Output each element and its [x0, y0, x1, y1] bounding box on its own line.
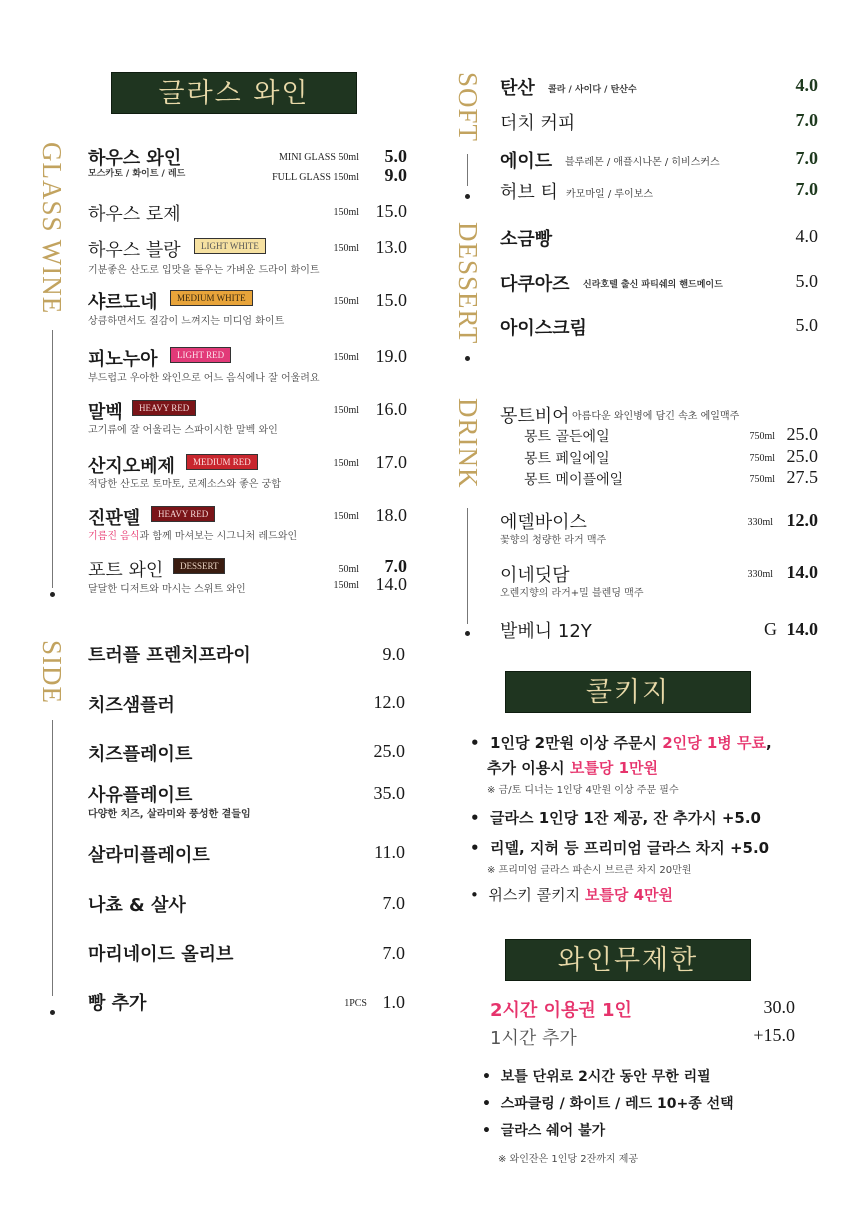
menu-item-name: 피노누아 — [88, 349, 158, 370]
menu-item-price: 17.0 — [375, 452, 407, 472]
corkage-text: , — [766, 734, 772, 752]
menu-item-volume: 50ml — [338, 564, 359, 575]
menu-item-sub: 카모마일 / 루이보스 — [566, 189, 654, 200]
menu-item-name: 이네딧담 — [500, 565, 570, 586]
unlimited-bullet-1: • 보틀 단위로 2시간 동안 무한 리필 — [482, 1069, 711, 1085]
menu-item-price: 25.0 — [373, 741, 405, 761]
menu-item-price: 13.0 — [375, 237, 407, 257]
menu-item-name: 마리네이드 올리브 — [88, 944, 234, 965]
menu-item-price: 14.0 — [786, 562, 818, 582]
menu-item-price: 12.0 — [373, 692, 405, 712]
menu-item-name: 말벡 — [88, 402, 123, 423]
wine-style-tag: LIGHT RED — [170, 347, 231, 363]
menu-item-price: 15.0 — [375, 201, 407, 221]
beer-volume: 750ml — [749, 431, 775, 442]
menu-item-price: 11.0 — [374, 842, 405, 862]
unlimited-text: 보틀 단위로 2시간 동안 무한 리필 — [500, 1069, 711, 1085]
glass-wine-divider — [52, 330, 53, 588]
menu-item-desc: 다양한 치즈, 살라미와 풍성한 곁들임 — [88, 809, 251, 820]
corkage-text: 추가 이용시 — [487, 759, 570, 777]
menu-item-name: 에이드 — [500, 151, 553, 172]
menu-item-name: 산지오베제 — [88, 456, 175, 477]
corkage-note: ※ 프리미엄 글라스 파손시 브르큰 차지 20만원 — [487, 865, 692, 876]
menu-item-name: 진판델 — [88, 508, 141, 529]
wine-style-tag: DESSERT — [173, 558, 225, 574]
menu-item-name: 더치 커피 — [500, 113, 576, 134]
menu-item-price: 18.0 — [375, 505, 407, 525]
menu-item-name: 하우스 로제 — [88, 204, 181, 225]
side-divider — [52, 720, 53, 996]
menu-item-sub: 블루레몬 / 애플시나몬 / 히비스커스 — [565, 157, 720, 168]
beer-volume: 750ml — [749, 474, 775, 485]
menu-item-name: 살라미플레이트 — [88, 845, 210, 866]
corkage-bullet-1-cont — [487, 757, 658, 778]
menu-item-name: 아이스크림 — [500, 318, 587, 339]
wine-style-tag: LIGHT WHITE — [194, 238, 266, 254]
menu-item-desc: 상큼하면서도 질감이 느껴지는 미디엄 화이트 — [88, 316, 285, 327]
corkage-bullet-2: • 글라스 1인당 1잔 제공, 잔 추가시 +5.0 — [470, 809, 761, 827]
wine-style-tag: MEDIUM RED — [186, 454, 258, 470]
corkage-highlight: 보틀당 4만원 — [584, 886, 673, 904]
menu-item-price: 7.0 — [795, 179, 818, 199]
corkage-text: 글라스 1인당 1잔 제공, 잔 추가시 +5.0 — [490, 809, 761, 827]
side-end-dot — [50, 1010, 55, 1015]
dessert-end-dot — [465, 356, 470, 361]
menu-item-desc — [88, 527, 297, 542]
corkage-text: 리델, 지허 등 프리미엄 글라스 차지 +5.0 — [490, 839, 770, 857]
unlimited-option-price: +15.0 — [753, 1025, 795, 1045]
menu-item-price: 4.0 — [795, 226, 818, 246]
menu-item-desc: 모스카토 / 화이트 / 레드 — [88, 169, 186, 179]
menu-item-name: 탄산 — [500, 78, 535, 99]
side-vertical-label: SIDE — [37, 640, 67, 704]
menu-item-name: 트러플 프렌치프라이 — [88, 645, 251, 666]
menu-item-name: 허브 티 — [500, 182, 558, 203]
menu-item-desc: 고기류에 잘 어울리는 스파이시한 말벡 와인 — [88, 425, 278, 436]
menu-item-price: 15.0 — [375, 290, 407, 310]
drink-end-dot — [465, 631, 470, 636]
wine-style-tag: HEAVY RED — [132, 400, 196, 416]
menu-item-name: 하우스 와인 — [88, 148, 182, 169]
menu-item-volume: MINI GLASS 50ml — [278, 152, 359, 163]
menu-item-volume: 150ml — [333, 243, 359, 254]
unlimited-banner: 와인무제한 — [505, 939, 751, 981]
menu-item-price: 14.0 — [786, 619, 818, 639]
menu-item-desc: 오렌지향의 라거+밀 블렌딩 맥주 — [500, 588, 644, 599]
menu-item-price: 7.0 — [795, 110, 818, 130]
beer-name: 몽트 메이플에일 — [524, 472, 624, 488]
menu-item-name: 빵 추가 — [88, 993, 147, 1014]
beer-price: 27.5 — [786, 467, 818, 487]
menu-item-name: 포트 와인 — [88, 560, 164, 581]
unlimited-option-price: 30.0 — [763, 997, 795, 1017]
menu-item-sub: 아름다운 와인병에 담긴 속초 에일맥주 — [572, 411, 740, 422]
corkage-bullet-4: • 위스키 콜키지 보틀당 4만원 — [470, 886, 673, 904]
corkage-text: 1인당 2만원 이상 주문시 — [490, 734, 663, 752]
menu-item-name: 치즈샘플러 — [88, 695, 175, 716]
menu-item-name: 에델바이스 — [500, 512, 587, 533]
menu-item-volume: 150ml — [333, 458, 359, 469]
menu-item-price: 19.0 — [375, 346, 407, 366]
wine-style-tag: MEDIUM WHITE — [170, 290, 253, 306]
soft-divider — [467, 154, 468, 186]
menu-item-price: 35.0 — [373, 783, 405, 803]
menu-item-name: 다쿠아즈 — [500, 274, 570, 295]
menu-item-price: 9.0 — [384, 165, 407, 185]
menu-item-volume: 150ml — [333, 405, 359, 416]
beer-name: 몽트 골든에일 — [524, 429, 610, 445]
menu-item-unit: G — [764, 619, 777, 639]
menu-item-volume: 150ml — [333, 511, 359, 522]
unlimited-bullet-2: • 스파클링 / 화이트 / 레드 10+종 선택 — [482, 1096, 734, 1112]
menu-item-price: 5.0 — [795, 315, 818, 335]
menu-item-desc: 꽃향의 청량한 라거 맥주 — [500, 535, 607, 546]
menu-item-sub: 신라호텔 출신 파티쉐의 핸드메이드 — [583, 280, 723, 290]
corkage-highlight: 2인당 1병 무료 — [662, 734, 767, 752]
menu-item-name: 샤르도네 — [88, 292, 158, 313]
unlimited-option-name: 2시간 이용권 1인 — [490, 1000, 632, 1021]
menu-item-volume: 150ml — [333, 296, 359, 307]
menu-item-price: 7.0 — [382, 893, 405, 913]
menu-item-volume: FULL GLASS 150ml — [272, 172, 359, 183]
corkage-note: ※ 금/토 디너는 1인당 4만원 이상 주문 필수 — [487, 785, 679, 796]
menu-item-volume: 150ml — [333, 352, 359, 363]
menu-item-name: 치즈플레이트 — [88, 744, 193, 765]
menu-item-name: 하우스 블랑 — [88, 240, 181, 261]
corkage-bullet-3: • 리델, 지허 등 프리미엄 글라스 차지 +5.0 — [470, 839, 770, 857]
wine-style-tag: HEAVY RED — [151, 506, 215, 522]
menu-item-unit: 1PCS — [344, 998, 367, 1009]
beer-volume: 750ml — [749, 453, 775, 464]
desc-rest: 과 함께 마셔보는 시그니처 레드와인 — [139, 531, 298, 542]
corkage-text: 위스키 콜키지 — [488, 886, 585, 904]
menu-item-name: 발베니 12Y — [500, 621, 592, 642]
drink-vertical-label: DRINK — [453, 398, 483, 489]
soft-end-dot — [465, 194, 470, 199]
corkage-highlight: 보틀당 1만원 — [569, 759, 659, 777]
corkage-bullet-1: • 1인당 2만원 이상 주문시 2인당 1병 무료, — [470, 734, 772, 752]
menu-item-price: 9.0 — [382, 644, 405, 664]
desc-highlight: 기름진 음식 — [88, 531, 140, 542]
menu-item-volume: 150ml — [333, 580, 359, 591]
glass-wine-end-dot — [50, 592, 55, 597]
unlimited-text: 스파클링 / 화이트 / 레드 10+종 선택 — [500, 1096, 734, 1112]
menu-item-volume: 150ml — [333, 207, 359, 218]
beer-price: 25.0 — [786, 446, 818, 466]
unlimited-option-name: 1시간 추가 — [490, 1028, 577, 1049]
menu-item-name: 몽트비어 — [500, 406, 570, 427]
menu-item-price: 5.0 — [795, 271, 818, 291]
glass-wine-banner: 글라스 와인 — [111, 72, 357, 114]
unlimited-text: 글라스 쉐어 불가 — [500, 1123, 606, 1139]
menu-item-name: 사유플레이트 — [88, 785, 193, 806]
menu-item-price: 12.0 — [786, 510, 818, 530]
menu-item-price: 1.0 — [382, 992, 405, 1012]
menu-item-price: 7.0 — [384, 556, 407, 576]
menu-item-price: 7.0 — [382, 943, 405, 963]
menu-item-price: 5.0 — [384, 146, 407, 166]
beer-price: 25.0 — [786, 424, 818, 444]
unlimited-note: ※ 와인잔은 1인당 2잔까지 제공 — [498, 1154, 639, 1165]
menu-item-price: 16.0 — [375, 399, 407, 419]
menu-item-price: 4.0 — [795, 75, 818, 95]
menu-item-desc: 달달한 디저트와 마시는 스위트 와인 — [88, 584, 246, 595]
menu-item-desc: 적당한 산도로 토마토, 로제소스와 좋은 궁합 — [88, 479, 281, 490]
menu-item-desc: 기분좋은 산도로 입맛을 돋우는 가벼운 드라이 화이트 — [88, 265, 320, 276]
menu-item-desc: 부드럽고 우아한 와인으로 어느 음식에나 잘 어울려요 — [88, 373, 320, 384]
menu-item-price: 14.0 — [375, 574, 407, 594]
menu-item-volume: 330ml — [747, 517, 773, 528]
menu-item-name: 나쵸 & 살사 — [88, 895, 186, 916]
unlimited-bullet-3: • 글라스 쉐어 불가 — [482, 1123, 606, 1139]
dessert-vertical-label: DESSERT — [453, 222, 483, 345]
menu-item-name: 소금빵 — [500, 229, 553, 250]
menu-item-price: 7.0 — [795, 148, 818, 168]
glass-wine-vertical-label: GLASS WINE — [37, 142, 67, 315]
soft-vertical-label: SOFT — [453, 72, 483, 143]
drink-divider — [467, 508, 468, 624]
corkage-banner: 콜키지 — [505, 671, 751, 713]
beer-name: 몽트 페일에일 — [524, 451, 610, 467]
menu-item-volume: 330ml — [747, 569, 773, 580]
menu-item-sub: 콜라 / 사이다 / 탄산수 — [548, 85, 637, 95]
